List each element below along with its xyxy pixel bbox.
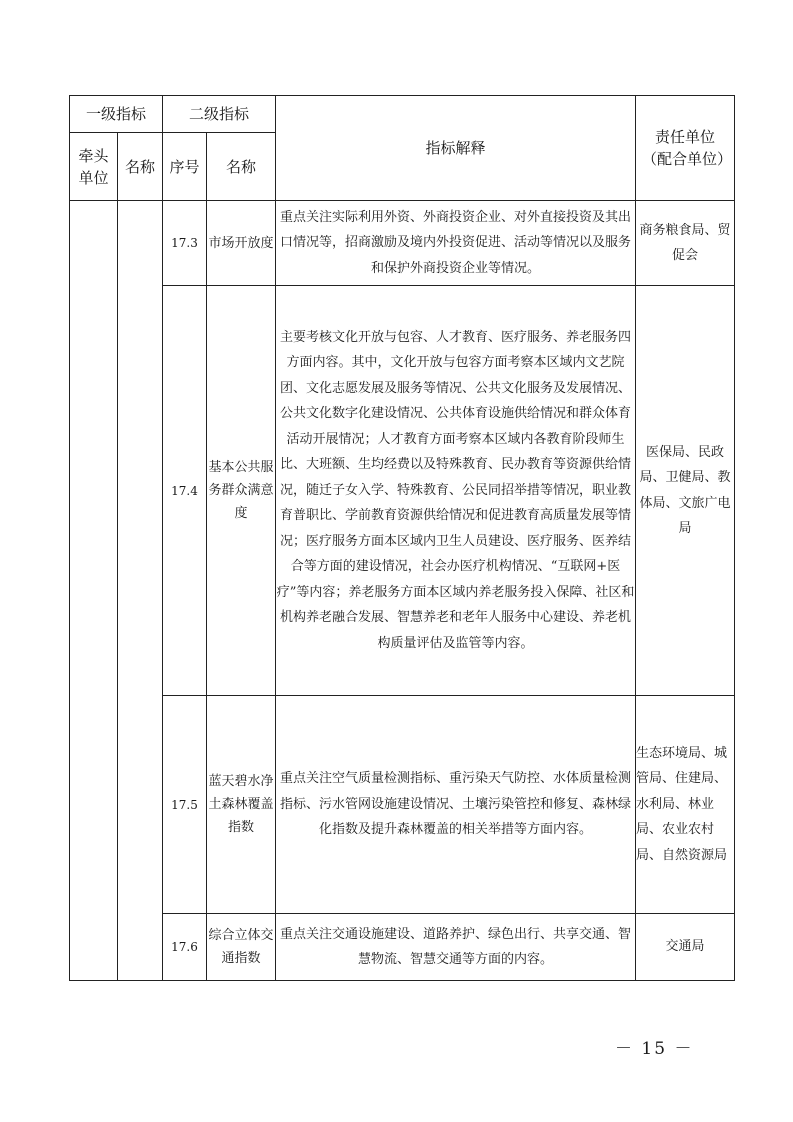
row-units: 医保局、民政局、卫健局、教体局、文旅广电局 bbox=[636, 286, 735, 696]
explanation-header: 指标解释 bbox=[276, 96, 636, 201]
row-name: 蓝天碧水净土森林覆盖指数 bbox=[207, 696, 276, 914]
responsible-header: 责任单位（配合单位） bbox=[636, 96, 735, 201]
row-number: 17.4 bbox=[163, 286, 207, 696]
table-row bbox=[70, 201, 735, 286]
level2-name-header: 名称 bbox=[207, 133, 276, 201]
row-name: 市场开放度 bbox=[207, 201, 276, 286]
indicator-table bbox=[69, 95, 735, 981]
table-row bbox=[70, 696, 735, 914]
row-units: 商务粮食局、贸促会 bbox=[636, 201, 735, 286]
header-row-1 bbox=[70, 96, 735, 133]
table-row bbox=[70, 286, 735, 696]
row-number: 17.5 bbox=[163, 696, 207, 914]
level1-name-cell bbox=[118, 201, 163, 981]
row-explanation: 重点关注交通设施建设、道路养护、绿色出行、共享交通、智慧物流、智慧交通等方面的内容。 bbox=[276, 914, 636, 981]
level1-header: 一级指标 bbox=[70, 96, 163, 133]
row-number: 17.3 bbox=[163, 201, 207, 286]
table-row bbox=[70, 914, 735, 981]
row-number: 17.6 bbox=[163, 914, 207, 981]
row-explanation: 重点关注空气质量检测指标、重污染天气防控、水体质量检测指标、污水管网设施建设情况、土壤污染管控和修复、森林绿化指数及提升森林覆盖的相关举措等方面内容。 bbox=[276, 696, 636, 914]
row-explanation: 重点关注实际利用外资、外商投资企业、对外直接投资及其出口情况等，招商激励及境内外投资促进、活动等情况以及服务和保护外商投资企业等情况。 bbox=[276, 201, 636, 286]
seq-header: 序号 bbox=[163, 133, 207, 201]
row-units: 生态环境局、城管局、住建局、水利局、林业局、农业农村局、自然资源局 bbox=[636, 696, 735, 914]
lead-unit-header: 牵头单位 bbox=[70, 133, 118, 201]
row-explanation: 主要考核文化开放与包容、人才教育、医疗服务、养老服务四方面内容。其中，文化开放与包容方面考察本区域内文艺院团、文化志愿发展及服务等情况、公共文化服务及发展情况、公共文化数字化建设情况、公共体育设施供给情况和群众体育活动开展情况；人才教育方面考察本区域内各教育阶段师生比、大班额、生均经费以及特殊教育、民办教育等资源供给情况，随迁子女入学、特殊教育、公民同招举措等情况，职业教育普职比、学前教育资源供给情况和促进教育高质量发展等情况；医疗服务方面本区域内卫生人员建设、医疗服务、医养结合等方面的建设情况，社会办医疗机构情况、“互联网+医疗”等内容；养老服务方面本区域内养老服务投入保障、社区和机构养老融合发展、智慧养老和老年人服务中心建设、养老机构质量评估及监管等内容。 bbox=[276, 286, 636, 696]
row-name: 基本公共服务群众满意度 bbox=[207, 286, 276, 696]
level1-name-header: 名称 bbox=[118, 133, 163, 201]
page-number: － 15 － bbox=[615, 1039, 694, 1059]
lead-unit-cell bbox=[70, 201, 118, 981]
level2-header: 二级指标 bbox=[163, 96, 276, 133]
row-units: 交通局 bbox=[636, 914, 735, 981]
row-name: 综合立体交通指数 bbox=[207, 914, 276, 981]
